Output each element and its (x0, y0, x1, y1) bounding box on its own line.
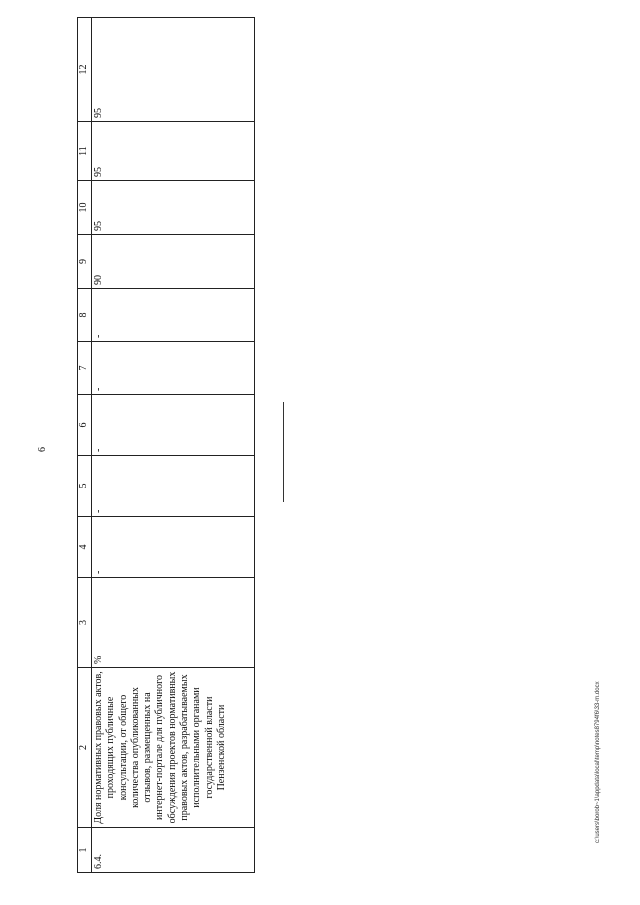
indicator-table-container (77, 18, 255, 873)
header-cell-3: 3 (78, 578, 92, 668)
page-number: 6 (37, 447, 48, 452)
footer-file-path: c:\users\borob~1\appdata\local\temp\notes8794f6\33-m.docx (595, 681, 601, 843)
header-cell-10: 10 (78, 181, 92, 235)
value-cell-11: 95 (92, 122, 255, 181)
indicator-description-cell: Доля нормативных правовых актов, проходящих публичные консультации, от общего количества опубликованных отзывов, размещенных на интернет-портале для публичного обсуждения проектов нормативных правовых актов, разрабатываемых исполнительными органами государственной власти Пензенской области (92, 668, 255, 828)
header-cell-5: 5 (78, 456, 92, 517)
value-cell-9: 90 (92, 235, 255, 289)
value-cell-10: 95 (92, 181, 255, 235)
value-cell-7: - (92, 342, 255, 395)
value-cell-6: - (92, 395, 255, 456)
indicator-table (77, 17, 255, 873)
value-cell-12: 95 (92, 18, 255, 122)
end-of-table-rule (283, 402, 284, 502)
header-cell-9: 9 (78, 235, 92, 289)
header-cell-7: 7 (78, 342, 92, 395)
value-cell-4: - (92, 517, 255, 578)
header-cell-2: 2 (78, 668, 92, 828)
header-cell-4: 4 (78, 517, 92, 578)
value-cell-8: - (92, 289, 255, 342)
header-cell-12: 12 (78, 18, 92, 122)
row-number-cell: 6.4. (92, 828, 255, 873)
table-header-row (78, 18, 92, 873)
value-cell-5: - (92, 456, 255, 517)
header-cell-6: 6 (78, 395, 92, 456)
header-cell-8: 8 (78, 289, 92, 342)
header-cell-11: 11 (78, 122, 92, 181)
table-row (92, 18, 255, 873)
unit-cell: % (92, 578, 255, 668)
header-cell-1: 1 (78, 828, 92, 873)
